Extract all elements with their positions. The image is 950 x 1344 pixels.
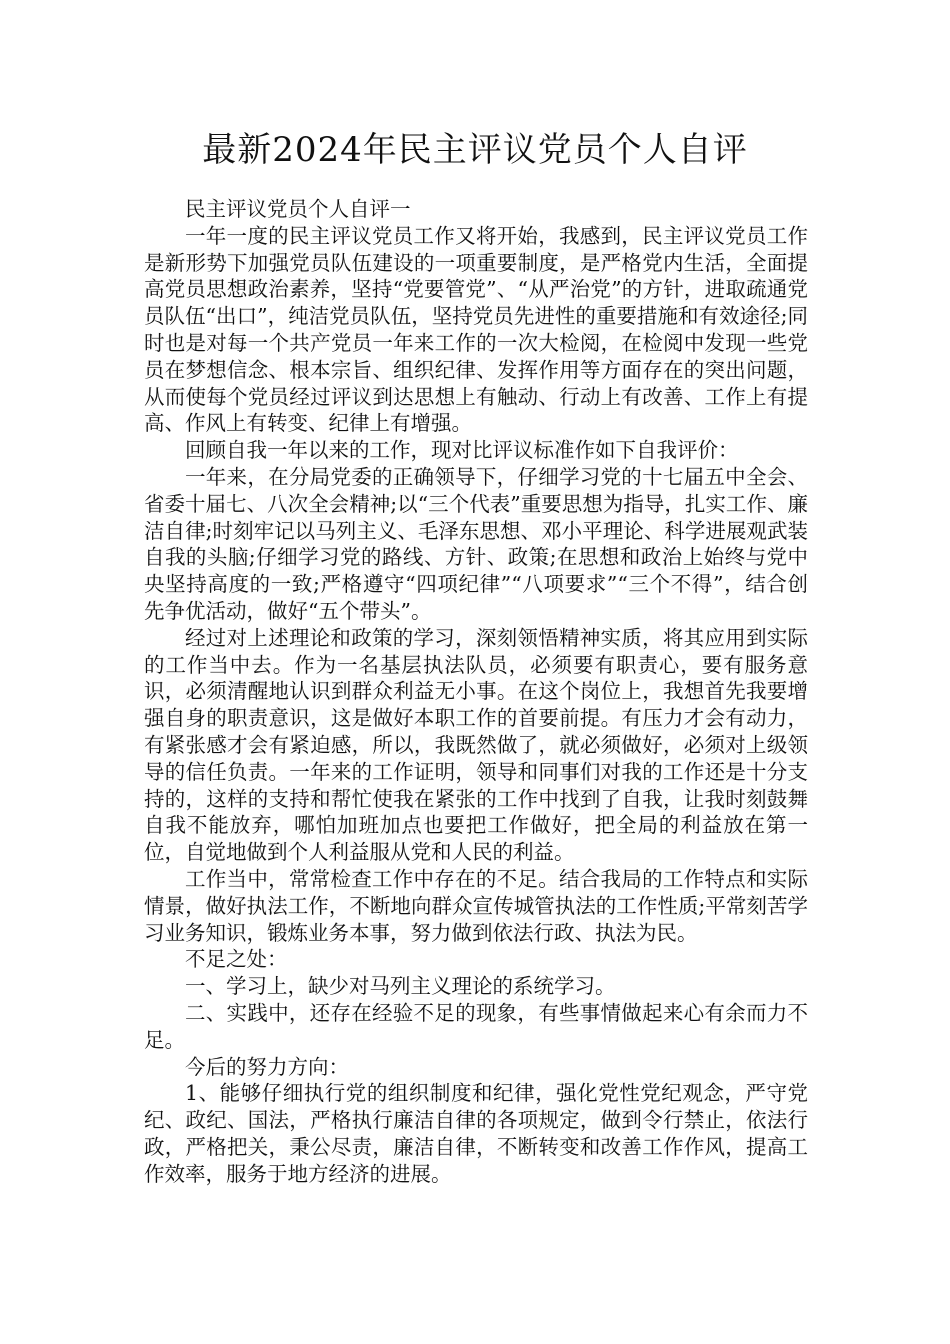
section-heading: 民主评议党员个人自评一 [185, 197, 411, 221]
paragraph: 回顾自我一年以来的工作，现对比评议标准作如下自我评价： [185, 438, 739, 463]
list-item: 1、能够仔细执行党的组织制度和纪律，强化党性党纪观念，严守党纪、政纪、国法，严格执行廉洁自律的各项规定，做到令行禁止，依法行政，严格把关，秉公尽责，廉洁自律，不断转变和改善工作作风，提高工作效率，服务于地方经济的进展。 [144, 1081, 808, 1186]
document-body [144, 196, 808, 1187]
list-item: 二、实践中，还存在经验不足的现象，有些事情做起来心有余而力不足。 [144, 1000, 808, 1052]
paragraph: 一年一度的民主评议党员工作又将开始，我感到，民主评议党员工作是新形势下加强党员队伍建设的一项重要制度，是严格党内生活，全面提高党员思想政治素养，坚持“党要管党”、“从严治党”的方针，进取疏通党员队伍“出口”，纯洁党员队伍，坚持党员先进性的重要措施和有效途径;同时也是对每一个共产党员一年来工作的一次大检阅，在检阅中发现一些党员在梦想信念、根本宗旨、组织纪律、发挥作用等方面存在的突出问题，从而使每个党员经过评议到达思想上有触动、行动上有改善、工作上有提高、作风上有转变、纪律上有增强。 [144, 223, 808, 436]
list-item: 一、学习上，缺少对马列主义理论的系统学习。 [185, 974, 616, 999]
paragraph: 工作当中，常常检查工作中存在的不足。结合我局的工作特点和实际情景，做好执法工作，不断地向群众宣传城管执法的工作性质;平常刻苦学习业务知识，锻炼业务本事，努力做到依法行政、执法为民。 [144, 866, 808, 945]
subheading: 今后的努力方向： [185, 1054, 349, 1079]
subheading: 不足之处： [185, 947, 288, 972]
document-title: 最新2024年民主评议党员个人自评 [202, 130, 748, 170]
paragraph: 经过对上述理论和政策的学习，深刻领悟精神实质，将其应用到实际的工作当中去。作为一名基层执法队员，必须要有职责心，要有服务意识，必须清醒地认识到群众利益无小事。在这个岗位上，我想首先我要增强自身的职责意识，这是做好本职工作的首要前提。有压力才会有动力，有紧张感才会有紧迫感，所以，我既然做了，就必须做好，必须对上级领导的信任负责。一年来的工作证明，领导和同事们对我的工作还是十分支持的，这样的支持和帮忙使我在紧张的工作中找到了自我，让我时刻鼓舞自我不能放弃，哪怕加班加点也要把工作做好，把全局的利益放在第一位，自觉地做到个人利益服从党和人民的利益。 [144, 625, 808, 865]
paragraph: 一年来，在分局党委的正确领导下，仔细学习党的十七届五中全会、省委十届七、八次全会精神;以“三个代表”重要思想为指导，扎实工作、廉洁自律;时刻牢记以马列主义、毛泽东思想、邓小平理论、科学进展观武装自我的头脑;仔细学习党的路线、方针、政策;在思想和政治上始终与党中央坚持高度的一致;严格遵守“四项纪律”“八项要求”“三个不得”，结合创先争优活动，做好“五个带头”。 [144, 464, 808, 623]
